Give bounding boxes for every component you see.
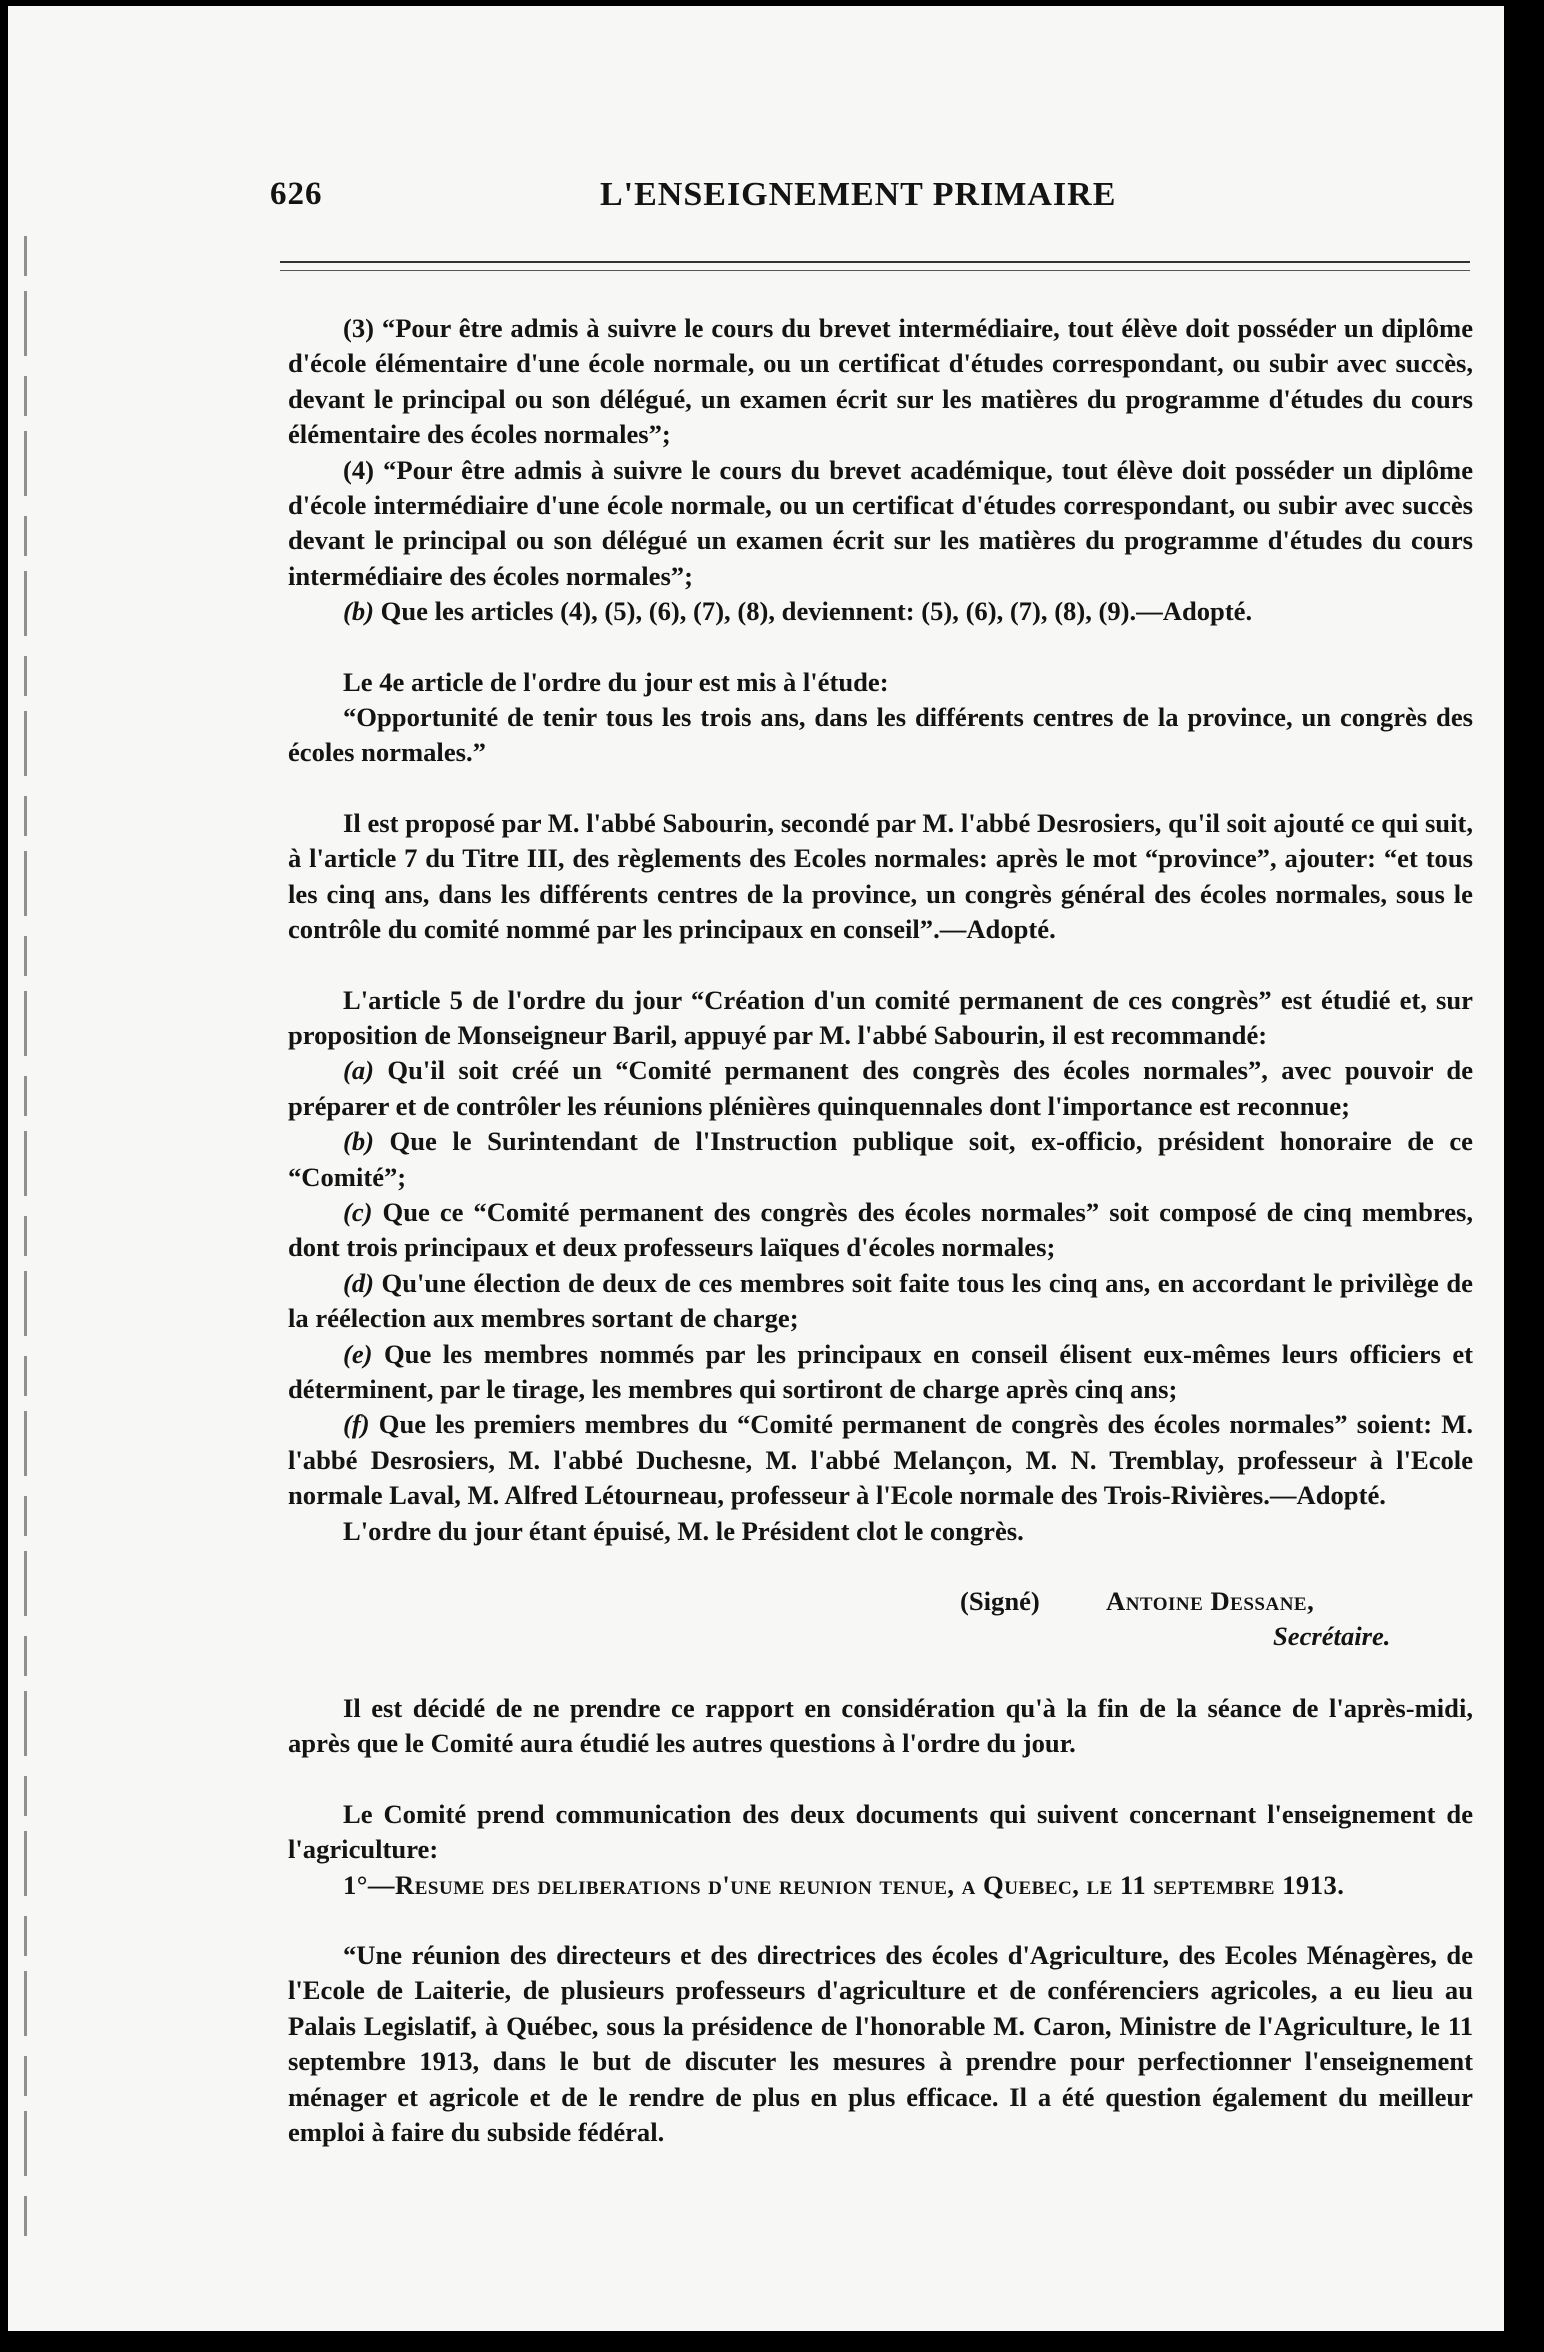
paragraph-article-4: (4) “Pour être admis à suivre le cours du brevet académique, tout élève doit posséder un diplôme d'école intermédiaire d'une école normale, ou un certificat d'études correspondant, ou subir avec succès devant le principal ou son délégué un examen écrit sur les matières du programme d'études du cours intermédiaire des écoles normales”; (288, 454, 1473, 591)
paragraph-meeting: “Une réunion des directeurs et des directrices des écoles d'Agriculture, des Ecoles Ménagères, de l'Ecole de Laiterie, de plusieurs professeurs d'agriculture et de conférenciers agricoles, a eu lieu au Palais Legislatif, à Québec, sous la présidence de l'honorable M. Caron, Ministre de l'Agriculture, le 11 septembre 1913, dans le but de discuter les mesures à prendre pour perfectionner l'enseignement ménager et agricole et de le rendre de plus en plus efficace. Il a été question également du meilleur emploi à faire du subside fédéral. (288, 1940, 1473, 2148)
paragraph-sabourin-proposal: Il est proposé par M. l'abbé Sabourin, secondé par M. l'abbé Desrosiers, qu'il soit ajouté ce qui suit, à l'article 7 du Titre III, des règlements des Ecoles normales: après le mot “province”, ajouter: “et tous les cinq ans, dans les différents centres de la province, un congrès général des écoles normales, sous le contrôle du comité nommé par les principaux en conseil”.—Adopté. (288, 807, 1473, 945)
document-page (8, 6, 1504, 2331)
page-number: 626 (270, 176, 323, 212)
item-b (288, 1124, 1473, 1195)
label-b-item: (b) (343, 1126, 375, 1157)
label-a: (a) (343, 1055, 375, 1086)
label-e: (e) (343, 1338, 373, 1369)
label-f: (f) (343, 1409, 370, 1440)
signature-block (288, 1584, 1473, 1656)
item-c-text: Que ce “Comité permanent des congrès des écoles normales” soit composé de cinq membres, dont trois principaux et deux professeurs laïques d'écoles normales; (288, 1196, 1473, 1263)
page-header (270, 176, 1470, 226)
paragraph-closing: L'ordre du jour étant épuisé, M. le Président clot le congrès. (343, 1515, 1024, 1546)
header-rule (280, 261, 1470, 271)
paragraph-b (288, 594, 1473, 629)
item-e (288, 1337, 1473, 1408)
item-b-text: Que le Surintendant de l'Instruction publique soit, ex-officio, président honoraire de ce “Comité”; (288, 1126, 1473, 1192)
label-b: (b) (343, 596, 375, 627)
body-text (288, 311, 1473, 2150)
item-f-text: Que les premiers membres du “Comité permanent de congrès des écoles normales” soient: M. l'abbé Desrosiers, M. l'abbé Duchesne, M. l'abbé Melançon, M. N. Tremblay, professeur à l'Ecole normale Laval, M. Alfred Létourneau, professeur à l'Ecole normale des Trois-Rivières.—Adopté. (288, 1409, 1473, 1511)
paragraph-decision: Il est décidé de ne prendre ce rapport en considération qu'à la fin de la séance de l'après-midi, après que le Comité aura étudié les autres questions à l'ordre du jour. (288, 1693, 1473, 1759)
item-d-text: Qu'une élection de deux de ces membres soit faite tous les cinq ans, en accordant le privilège de la réélection aux membres sortant de charge; (288, 1267, 1473, 1334)
item-c (288, 1195, 1473, 1266)
paragraph-article-5: L'article 5 de l'ordre du jour “Création d'un comité permanent de ces congrès” est étudié et, sur proposition de Monseigneur Baril, appuyé par M. l'abbé Sabourin, il est recommandé: (288, 984, 1473, 1050)
signature-label: (Signé) (960, 1586, 1040, 1616)
paragraph-article-4-intro: Le 4e article de l'ordre du jour est mis à l'étude: (343, 666, 889, 697)
section-heading: 1°—Resume des deliberations d'une reunion tenue, a Quebec, le 11 septembre 1913. (343, 1869, 1345, 1900)
running-title: L'ENSEIGNEMENT PRIMAIRE (600, 176, 1117, 213)
page-binding-edge (24, 236, 27, 2236)
item-d (288, 1266, 1473, 1337)
label-d: (d) (343, 1267, 375, 1298)
item-f (288, 1407, 1473, 1513)
paragraph-b-text: Que les articles (4), (5), (6), (7), (8), deviennent: (5), (6), (7), (8), (9).—Adopté. (380, 596, 1253, 627)
paragraph-article-4-quote: “Opportunité de tenir tous les trois ans, dans les différents centres de la province, un congrès des écoles normales.” (288, 702, 1473, 768)
paragraph-committee: Le Comité prend communication des deux documents qui suivent concernant l'enseignement de l'agriculture: (288, 1798, 1473, 1865)
item-a (288, 1053, 1473, 1124)
item-a-text: Qu'il soit créé un “Comité permanent des congrès des écoles normales”, avec pouvoir de préparer et de contrôler les réunions plénières quinquennales dont l'importance est reconnue; (288, 1055, 1474, 1121)
signature-name: Antoine Dessane, (1106, 1586, 1315, 1616)
item-e-text: Que les membres nommés par les principaux en conseil élisent eux-mêmes leurs officiers et déterminent, par le tirage, les membres qui sortiront de charge après cinq ans; (288, 1338, 1473, 1404)
signature-title: Secrétaire. (1273, 1621, 1391, 1651)
paragraph-article-3: (3) “Pour être admis à suivre le cours du brevet intermédiaire, tout élève doit posséder un diplôme d'école élémentaire d'une école normale, ou un certificat d'études correspondant, ou subir avec succès, devant le principal ou son délégué, un examen écrit sur les matières du programme d'études du cours élémentaire des écoles normales”; (288, 313, 1473, 450)
label-c: (c) (343, 1196, 373, 1227)
